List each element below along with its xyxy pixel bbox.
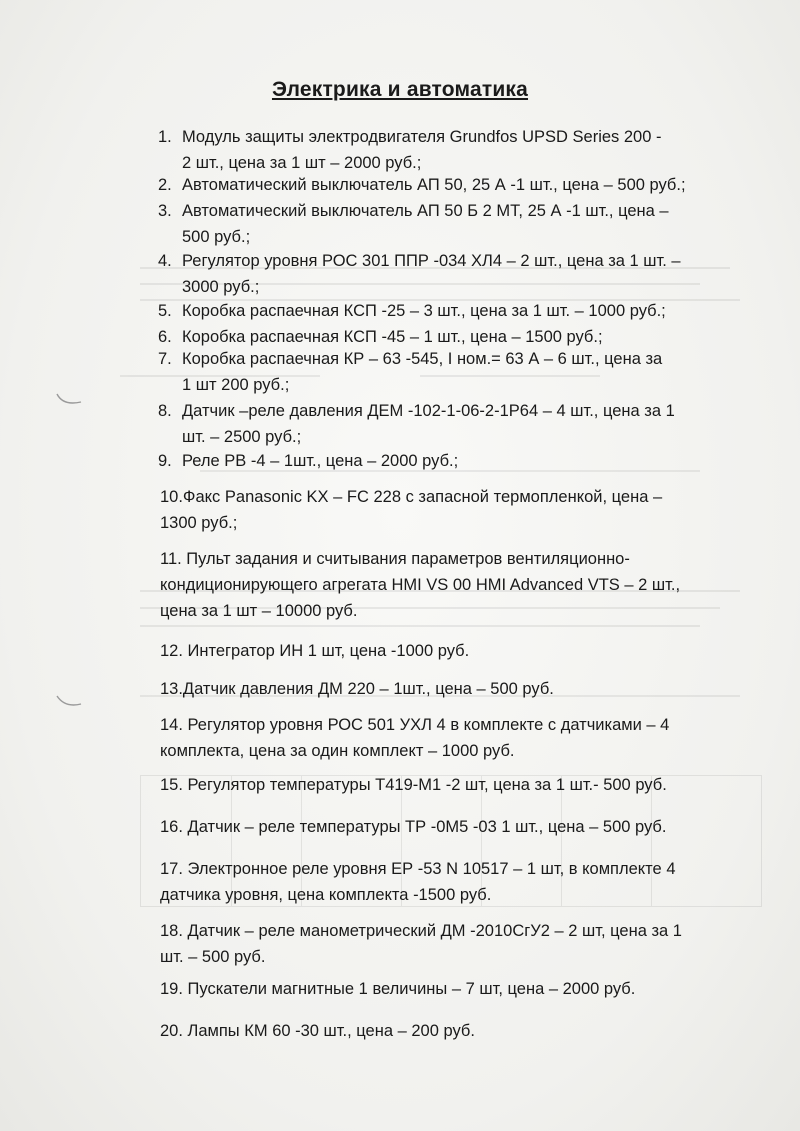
item-number: 5.	[158, 302, 172, 320]
list-item-line	[160, 1018, 475, 1044]
list-item	[160, 1018, 475, 1044]
item-number: 1.	[158, 128, 172, 146]
item-text: 1 шт 200 руб.;	[182, 376, 290, 394]
list-item	[160, 814, 666, 840]
item-text: 18. Датчик – реле манометрический ДМ -2010СгУ2 – 2 шт, цена за 1	[160, 922, 682, 940]
item-text: 11. Пульт задания и считывания параметров вентиляционно-	[160, 550, 630, 568]
item-text: 500 руб.;	[182, 228, 251, 246]
list-item-line	[160, 918, 682, 944]
list-item-line	[158, 346, 662, 372]
list-item-line	[160, 944, 682, 970]
list-item	[160, 918, 682, 970]
list-item-line	[158, 398, 675, 424]
item-text: 2 шт., цена за 1 шт – 2000 руб.;	[182, 154, 422, 172]
list-item-line	[160, 638, 469, 664]
list-item-line	[160, 510, 662, 536]
scan-mark-upper	[55, 388, 85, 410]
list-item-line	[160, 976, 635, 1002]
item-text: 1300 руб.;	[160, 514, 238, 532]
item-text: Автоматический выключатель АП 50, 25 А -1 шт., цена – 500 руб.;	[182, 176, 686, 194]
list-item	[158, 448, 458, 474]
list-item-line	[158, 248, 681, 274]
item-text: Датчик –реле давления ДЕМ -102-1-06-2-1Р64 – 4 шт., цена за 1	[182, 402, 675, 420]
item-number: 9.	[158, 452, 172, 470]
list-item-line	[158, 372, 662, 398]
item-text: Коробка распаечная КСП -25 – 3 шт., цена за 1 шт. – 1000 руб.;	[182, 302, 666, 320]
item-number: 6.	[158, 328, 172, 346]
list-item-line	[160, 882, 676, 908]
list-item-line	[158, 448, 458, 474]
list-item-line	[158, 224, 669, 250]
item-text: шт. – 2500 руб.;	[182, 428, 302, 446]
item-text: 20. Лампы КМ 60 -30 шт., цена – 200 руб.	[160, 1022, 475, 1040]
item-text: Модуль защиты электродвигателя Grundfos UPSD Series 200 -	[182, 128, 662, 146]
item-text: Реле РВ -4 – 1шт., цена – 2000 руб.;	[182, 452, 459, 470]
item-text: 10.Факс Panasonic KX – FC 228 с запасной термопленкой, цена –	[160, 488, 663, 506]
list-item-line	[160, 598, 680, 624]
item-text: 13.Датчик давления ДМ 220 – 1шт., цена – 500 руб.	[160, 680, 554, 698]
list-item	[160, 484, 662, 536]
item-text: 19. Пускатели магнитные 1 величины – 7 шт, цена – 2000 руб.	[160, 980, 636, 998]
list-item-line	[160, 772, 667, 798]
list-item	[160, 546, 680, 624]
item-text: 3000 руб.;	[182, 278, 260, 296]
item-text: Коробка распаечная КР – 63 -545, I ном.= 63 А – 6 шт., цена за	[182, 350, 663, 368]
item-text: Коробка распаечная КСП -45 – 1 шт., цена – 1500 руб.;	[182, 328, 603, 346]
item-text: кондиционирующего агрегата HMI VS 00 HMI Advanced VTS – 2 шт.,	[160, 576, 681, 594]
item-text: 16. Датчик – реле температуры ТР -0М5 -03 1 шт., цена – 500 руб.	[160, 818, 667, 836]
list-item-line	[160, 738, 669, 764]
list-item-line	[160, 676, 554, 702]
list-item	[158, 346, 662, 398]
list-item	[160, 676, 554, 702]
item-text: цена за 1 шт – 10000 руб.	[160, 602, 358, 620]
list-item	[158, 124, 661, 176]
list-item-line	[158, 298, 666, 324]
page-title: Электрика и автоматика	[271, 78, 529, 101]
scan-mark-lower	[55, 692, 85, 714]
item-text: 17. Электронное реле уровня ЕР -53 N 10517 – 1 шт, в комплекте 4	[160, 860, 676, 878]
item-text: комплекта, цена за один комплект – 1000 руб.	[160, 742, 515, 760]
item-text: Регулятор уровня РОС 301 ППР -034 ХЛ4 – 2 шт., цена за 1 шт. –	[182, 252, 681, 270]
list-item	[158, 172, 686, 198]
list-item	[158, 248, 681, 300]
list-item-line	[160, 484, 662, 510]
item-text: 15. Регулятор температуры Т419-М1 -2 шт, цена за 1 шт.- 500 руб.	[160, 776, 667, 794]
list-item-line	[160, 856, 676, 882]
item-number: 4.	[158, 252, 172, 270]
list-item-line	[158, 424, 675, 450]
list-item	[160, 976, 635, 1002]
list-item	[158, 298, 666, 324]
item-text: шт. – 500 руб.	[160, 948, 266, 966]
list-item-line	[160, 546, 680, 572]
item-number: 3.	[158, 202, 172, 220]
item-number: 2.	[158, 176, 172, 194]
item-text: 12. Интегратор ИН 1 шт, цена -1000 руб.	[160, 642, 470, 660]
list-item	[160, 638, 469, 664]
list-item-line	[160, 572, 680, 598]
list-item-line	[158, 198, 669, 224]
item-text: 14. Регулятор уровня РОС 501 УХЛ 4 в комплекте с датчиками – 4	[160, 716, 670, 734]
list-item-line	[158, 274, 681, 300]
item-number: 7.	[158, 350, 172, 368]
list-item-line	[160, 712, 669, 738]
list-item-line	[158, 124, 661, 150]
list-item-line	[158, 172, 686, 198]
item-number: 8.	[158, 402, 172, 420]
list-item	[160, 772, 667, 798]
item-text: датчика уровня, цена комплекта -1500 руб.	[160, 886, 492, 904]
list-item	[158, 198, 669, 250]
item-text: Автоматический выключатель АП 50 Б 2 МТ, 25 А -1 шт., цена –	[182, 202, 669, 220]
list-item	[160, 856, 676, 908]
list-item-line	[160, 814, 666, 840]
list-item	[160, 712, 669, 764]
list-item	[158, 398, 675, 450]
